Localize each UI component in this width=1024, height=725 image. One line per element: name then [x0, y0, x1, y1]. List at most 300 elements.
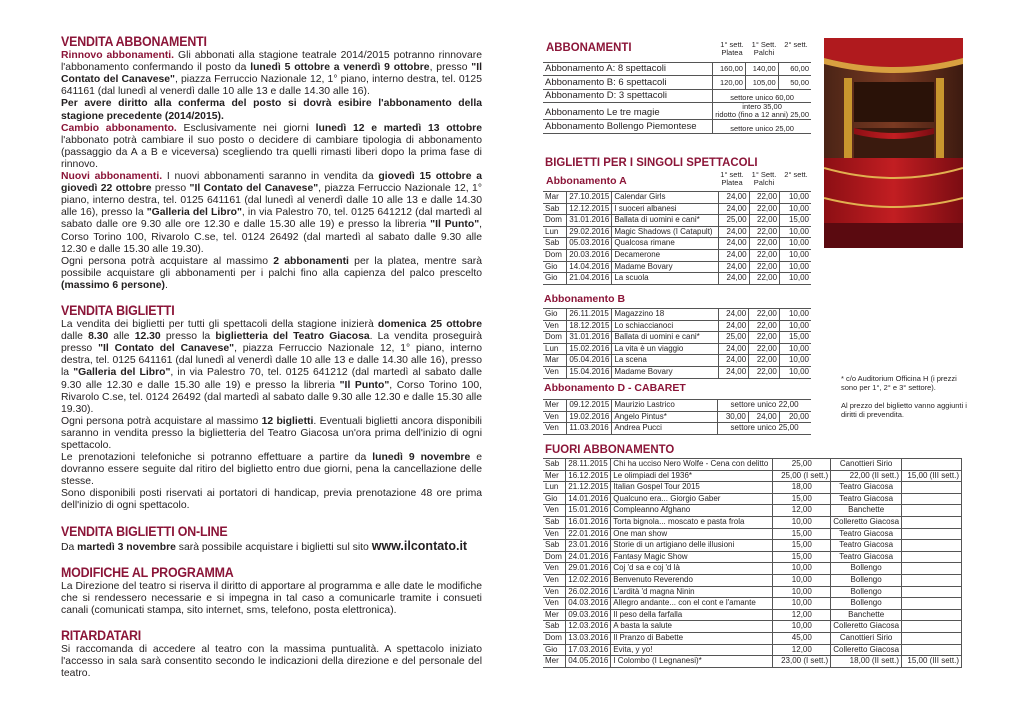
- abbonamento-price-single: [713, 120, 811, 133]
- price-secondo: 10,00: [780, 273, 811, 285]
- abbonamento-a-table: [543, 191, 811, 285]
- show-title: Benvenuto Reverendo: [611, 574, 773, 586]
- show-venue: Teatro Giacosa: [831, 482, 902, 494]
- abbonamento-row: [543, 120, 811, 133]
- show-title: Ballata di uomini e cani*: [612, 215, 719, 227]
- price-secondo: 20,00: [779, 411, 811, 423]
- price-palchi: 22,00: [749, 355, 780, 367]
- show-price: 12,00: [773, 505, 831, 517]
- fuori-row: [543, 644, 962, 656]
- show-title: Fantasy Magic Show: [611, 551, 773, 563]
- show-title: I suoceri albanesi: [612, 203, 719, 215]
- heading-vendita-biglietti: VENDITA BIGLIETTI: [61, 302, 175, 318]
- show-date: 04.05.2016: [566, 656, 611, 668]
- price-palchi: 22,00: [749, 192, 780, 204]
- price-secondo: 10,00: [780, 249, 811, 261]
- theatre-photo: [824, 38, 963, 248]
- fuori-row: [543, 493, 962, 505]
- show-day: Gio: [543, 309, 567, 321]
- show-price: 10,00: [773, 621, 831, 633]
- show-venue: Teatro Giacosa: [831, 551, 902, 563]
- show-row: [543, 238, 811, 250]
- price-single: settore unico 22,00: [718, 400, 811, 412]
- show-day: Sab: [543, 203, 567, 215]
- empty-cell: [902, 551, 962, 563]
- price-palchi: 24,00: [748, 411, 779, 423]
- heading-modifiche: MODIFICHE AL PROGRAMMA: [61, 564, 234, 580]
- left-column: [61, 36, 482, 681]
- show-title: Calendar Girls: [612, 192, 719, 204]
- show-date: 12.03.2016: [566, 621, 611, 633]
- empty-cell: [902, 574, 962, 586]
- show-date: 26.11.2015: [567, 309, 612, 321]
- price-secondo: 10,00: [780, 261, 811, 273]
- price-platea: 30,00: [718, 411, 749, 423]
- show-day: Dom: [543, 632, 566, 644]
- price-palchi: 22,00: [749, 226, 780, 238]
- show-title: Evita, y yo!: [611, 644, 773, 656]
- show-title: Il peso della farfalla: [611, 609, 773, 621]
- show-day: Ven: [543, 411, 567, 423]
- abbonamenti-col2-header: 1° Sett. Palchi: [751, 40, 777, 57]
- abbonamenti-col3-header: 2° sett.: [784, 40, 808, 49]
- nuovi-paragraph: Nuovi abbonamenti. I nuovi abbonamenti saranno in vendita da giovedì 15 ottobre a giovedì 22 ottobre presso "Il Contato del Canavese", piazza Ferruccio Nazionale 12, 1° piano, interno destra, tel. 0125 641161 (dal lunedì al venerdì dalle 10 alle 13 e dalle 14.30 alle 16), presso la "Galleria del Libro", in via Palestro 70, tel. 0125 641212 (dal martedì al sabato dalle ore 9.30 alle ore 12.30 e dalle 15.30 alle 19) e presso la libreria "Il Punto", Corso Torino 100, Rivarolo C.se, tel. 0124 26492 (dal martedì al sabato dalle 9.30 alle 12.30 e dalle 15.30 alle 19.30).: [61, 171, 483, 255]
- modifiche-paragraph: La Direzione del teatro si riserva il diritto di apportare al programma e alle date le modifiche che si rendessero necessarie e si impegna in tal caso a comunicarle tramite i consueti canali (comunicati stampa, sito internet, sms, telefono, posta elettronica).: [61, 580, 482, 617]
- abbonamento-name: Abbonamento A: 8 spettacoli: [543, 63, 713, 76]
- show-day: Ven: [543, 528, 566, 540]
- price-palchi: 140,00: [745, 63, 778, 76]
- price-terzo: 15,00 (III sett.): [902, 656, 962, 668]
- show-date: 31.01.2016: [567, 215, 612, 227]
- price-line: settore unico 60,00: [730, 93, 794, 103]
- theatre-image: [824, 38, 963, 248]
- show-day: Gio: [543, 493, 566, 505]
- show-venue: Teatro Giacosa: [831, 528, 902, 540]
- show-price: 12,00: [773, 644, 831, 656]
- show-title: La scena: [612, 355, 718, 367]
- fuori-row: [543, 470, 962, 482]
- price-secondo: 10,00: [780, 238, 811, 250]
- price-platea: 24,00: [719, 226, 750, 238]
- show-price: 15,00: [773, 551, 831, 563]
- show-day: Dom: [543, 215, 567, 227]
- show-date: 20.03.2016: [567, 249, 612, 261]
- show-day: Ven: [543, 505, 566, 517]
- show-title: Angelo Pintus*: [612, 411, 718, 423]
- price-palchi: 22,00: [749, 238, 780, 250]
- show-price: 10,00: [773, 574, 831, 586]
- price-primo: 25,00 (I sett.): [773, 470, 831, 482]
- cambio-paragraph: Cambio abbonamento. Esclusivamente nei giorni lunedì 12 e martedì 13 ottobre l'abbonato potrà cambiare il suo posto o decidere di cambiare tipologia di abbonamento (passaggio da A a B e viceversa) scegliendo tra quelli rimasti liberi dopo la prima fase di rinnovo.: [61, 122, 482, 170]
- price-platea: 24,00: [718, 366, 749, 378]
- show-date: 21.12.2015: [566, 482, 611, 494]
- show-price: 10,00: [773, 516, 831, 528]
- show-title: I Colombo (I Legnanesi)*: [611, 656, 773, 668]
- singoli-col3-header: 2° sett.: [784, 170, 808, 179]
- show-price: 15,00: [773, 493, 831, 505]
- show-venue: Bollengo: [831, 586, 902, 598]
- fuori-row: [543, 598, 962, 610]
- show-day: Sab: [543, 459, 566, 471]
- abbonamenti-col1-header: 1° sett. Platea: [720, 40, 744, 57]
- show-day: Lun: [543, 482, 566, 494]
- price-secondo: 10,00: [780, 226, 811, 238]
- price-secondo: 15,00: [779, 332, 811, 344]
- show-venue: Colleretto Giacosa: [831, 516, 902, 528]
- price-platea: 24,00: [719, 273, 750, 285]
- show-title: Ballata di uomini e cani*: [612, 332, 718, 344]
- empty-cell: [902, 586, 962, 598]
- show-date: 15.01.2016: [566, 505, 611, 517]
- empty-cell: [902, 644, 962, 656]
- show-row: [543, 273, 811, 285]
- show-venue: Bollengo: [831, 598, 902, 610]
- abbonamento-row: [543, 76, 811, 89]
- price-line: ridotto (fino a 12 anni) 25,00: [715, 110, 809, 120]
- show-date: 05.03.2016: [567, 238, 612, 250]
- show-venue: Canottieri Sirio: [831, 632, 902, 644]
- show-day: Sab: [543, 540, 566, 552]
- show-title: Decamerone: [612, 249, 719, 261]
- show-day: Ven: [543, 598, 566, 610]
- handicap-paragraph: Sono disponibili posti riservati ai portatori di handicap, previa prenotazione 48 ore prima dell'inizio di ogni spettacolo.: [61, 488, 482, 512]
- show-title: Italian Gospel Tour 2015: [611, 482, 773, 494]
- price-platea: 24,00: [719, 192, 750, 204]
- price-palchi: 22,00: [749, 343, 780, 355]
- abbonamento-d-table: [543, 399, 811, 435]
- price-palchi: 22,00: [749, 203, 780, 215]
- fuori-row: [543, 609, 962, 621]
- show-row: [543, 400, 811, 412]
- show-day: Mer: [543, 609, 566, 621]
- abbonamento-a-title: Abbonamento A: [546, 175, 627, 187]
- show-row: [543, 320, 811, 332]
- price-platea: 24,00: [718, 320, 749, 332]
- price-palchi: 22,00: [749, 309, 780, 321]
- show-day: Sab: [543, 516, 566, 528]
- show-date: 19.02.2016: [567, 411, 612, 423]
- price-palchi: 22,00: [749, 332, 780, 344]
- price-palchi: 22,00: [749, 366, 780, 378]
- fuori-table: [543, 458, 962, 668]
- price-terzo: 15,00 (III sett.): [902, 470, 962, 482]
- show-title: La vita è un viaggio: [612, 343, 718, 355]
- online-paragraph: Da martedì 3 novembre sarà possibile acquistare i biglietti sul sito www.ilcontato.it: [61, 538, 468, 553]
- price-platea: 24,00: [718, 309, 749, 321]
- show-day: Gio: [543, 261, 567, 273]
- show-date: 15.04.2016: [567, 366, 612, 378]
- price-palchi: 22,00: [749, 273, 780, 285]
- show-title: Madame Bovary: [612, 261, 719, 273]
- show-day: Ven: [543, 574, 566, 586]
- show-row: [543, 203, 811, 215]
- singoli-col2-header: 1° Sett. Palchi: [751, 170, 777, 187]
- empty-cell: [902, 598, 962, 610]
- show-title: Magic Shadows (I Catapult): [612, 226, 719, 238]
- show-date: 26.02.2016: [566, 586, 611, 598]
- show-row: [543, 355, 811, 367]
- show-row: [543, 261, 811, 273]
- show-day: Sab: [543, 238, 567, 250]
- abbonamento-b-table: [543, 308, 811, 379]
- show-venue: Banchette: [831, 505, 902, 517]
- show-date: 04.03.2016: [566, 598, 611, 610]
- show-date: 18.12.2015: [567, 320, 612, 332]
- abbonamento-row: [543, 103, 811, 120]
- ritardatari-paragraph: Si raccomanda di accedere al teatro con la massima puntualità. A spettacolo iniziato l'accesso in sala sarà consentito secondo le indicazioni della direzione e del personale del teatro.: [61, 644, 482, 680]
- show-date: 05.04.2016: [567, 355, 612, 367]
- heading-online: VENDITA BIGLIETTI ON-LINE: [61, 523, 228, 539]
- price-platea: 160,00: [713, 63, 746, 76]
- price-platea: 120,00: [713, 76, 746, 89]
- show-date: 12.02.2016: [566, 574, 611, 586]
- show-date: 28.11.2015: [566, 459, 611, 471]
- fuori-row: [543, 656, 962, 668]
- show-date: 29.01.2016: [566, 563, 611, 575]
- singoli-title: BIGLIETTI PER I SINGOLI SPETTACOLI: [545, 155, 758, 169]
- show-date: 15.02.2016: [567, 343, 612, 355]
- abbonamento-name: Abbonamento D: 3 spettacoli: [543, 89, 713, 102]
- abbonamento-d-title: Abbonamento D - CABARET: [544, 382, 686, 394]
- fuori-row: [543, 459, 962, 471]
- empty-cell: [902, 493, 962, 505]
- show-price: 15,00: [773, 540, 831, 552]
- show-day: Mer: [543, 470, 566, 482]
- price-platea: 24,00: [718, 343, 749, 355]
- fuori-row: [543, 516, 962, 528]
- show-row: [543, 249, 811, 261]
- empty-cell: [902, 609, 962, 621]
- show-venue: Teatro Giacosa: [831, 493, 902, 505]
- show-price: 15,00: [773, 528, 831, 540]
- show-title: La scuola: [612, 273, 719, 285]
- show-title: Madame Bovary: [612, 366, 718, 378]
- abbonamento-price-single: [713, 89, 811, 102]
- show-date: 16.12.2015: [566, 470, 611, 482]
- heading-vendita-abbonamenti: VENDITA ABBONAMENTI: [61, 34, 207, 49]
- note-auditorium: * c/o Auditorium Officina H (i prezzi sono per 1°, 2° e 3° settore).: [841, 374, 957, 393]
- fuori-row: [543, 482, 962, 494]
- show-venue: Bollengo: [831, 563, 902, 575]
- show-date: 24.01.2016: [566, 551, 611, 563]
- price-palchi: 22,00: [749, 249, 780, 261]
- abbonamento-row: [543, 63, 811, 76]
- show-day: Dom: [543, 551, 566, 563]
- abbonamento-name: Abbonamento Le tre magie: [543, 103, 713, 120]
- show-day: Mer: [543, 400, 567, 412]
- show-date: 23.01.2016: [566, 540, 611, 552]
- price-secondo: 10,00: [779, 309, 811, 321]
- fuori-row: [543, 505, 962, 517]
- show-day: Mer: [543, 656, 566, 668]
- fuori-row: [543, 586, 962, 598]
- price-palchi: 22,00: [749, 215, 780, 227]
- show-venue: Teatro Giacosa: [831, 540, 902, 552]
- price-platea: 25,00: [719, 215, 750, 227]
- massimo-paragraph: Ogni persona potrà acquistare al massimo 2 abbonamenti per la platea, mentre sarà possibile acquistare gli abbonamenti per i palchi fino alla capienza del palco prescelto (massimo 6 persone).: [61, 255, 482, 291]
- show-date: 09.03.2016: [566, 609, 611, 621]
- prenotazioni-paragraph: Le prenotazioni telefoniche si potranno effettuare a partire da lunedì 9 novembre e dovranno essere seguite dal ritiro del biglietto entro due giorni, pena la cancellazione delle stesse.: [61, 452, 483, 488]
- show-day: Sab: [543, 621, 566, 633]
- abbonamenti-table: [543, 62, 811, 134]
- price-palchi: 22,00: [749, 261, 780, 273]
- show-date: 21.04.2016: [567, 273, 612, 285]
- fuori-row: [543, 563, 962, 575]
- show-day: Ven: [543, 320, 567, 332]
- price-line: intero 35,00: [742, 102, 782, 112]
- show-date: 14.01.2016: [566, 493, 611, 505]
- show-title: Maurizio Lastrico: [612, 400, 718, 412]
- fuori-row: [543, 551, 962, 563]
- show-date: 31.01.2016: [567, 332, 612, 344]
- show-title: Allegro andante... con el cont e l'amante: [611, 598, 773, 610]
- show-row: [543, 366, 811, 378]
- show-title: A basta la salute: [611, 621, 773, 633]
- show-row: [543, 226, 811, 238]
- empty-cell: [902, 632, 962, 644]
- fuori-row: [543, 528, 962, 540]
- price-platea: 25,00: [718, 332, 749, 344]
- price-platea: 24,00: [719, 261, 750, 273]
- empty-cell: [902, 505, 962, 517]
- price-secondo: 18,00 (II sett.): [831, 656, 902, 668]
- biglietti-paragraph: La vendita dei biglietti per tutti gli spettacoli della stagione inizierà domenica 25 ottobre dalle 8.30 alle 12.30 presso la biglietteria del Teatro Giacosa. La vendita proseguirà presso "Il Contato del Canavese", piazza Ferruccio Nazionale 12, 1° piano, interno destra, tel. 0125 641161 (dal lunedì al venerdì dalle 10 alle 13 e dalle 14.30 alle 16), presso la "Galleria del Libro", in via Palestro 70, tel. 0125 641212 (dal martedì al sabato dalle 9.30 alle 12.30 e dalle 15.30 alle 19) e presso la libreria "Il Punto", Corso Torino 100, Rivarolo C.se, tel. 0124 26492 (dal martedì al sabato dalle 9.30 alle 12.30 e dalle 15.30 alle 19.30).: [61, 319, 482, 415]
- show-date: 13.03.2016: [566, 632, 611, 644]
- show-price: 10,00: [773, 586, 831, 598]
- abbonamento-name: Abbonamento Bollengo Piemontese: [543, 120, 713, 133]
- site-link[interactable]: www.ilcontato.it: [371, 538, 468, 553]
- show-day: Lun: [543, 343, 567, 355]
- price-line: settore unico 25,00: [730, 123, 794, 133]
- show-title: Compleanno Afghano: [611, 505, 773, 517]
- show-row: [543, 411, 811, 423]
- show-title: Qualcosa rimane: [612, 238, 719, 250]
- heading-ritardatari: RITARDATARI: [61, 628, 142, 644]
- show-date: 22.01.2016: [566, 528, 611, 540]
- price-palchi: 22,00: [749, 320, 780, 332]
- show-day: Gio: [543, 644, 566, 656]
- empty-cell: [902, 516, 962, 528]
- show-price: 45,00: [773, 632, 831, 644]
- show-title: Il Pranzo di Babette: [611, 632, 773, 644]
- rinnovo-paragraph: Rinnovo abbonamenti. Gli abbonati alla stagione teatrale 2014/2015 potranno rinnovare l'abbonamento confermando il posto da lunedì 5 ottobre a venerdì 9 ottobre, presso "Il Contato del Canavese", piazza Ferruccio Nazionale 12, 1° piano, interno destra, tel. 0125 641161 (dal lunedì al venerdì dalle 10 alle 13 e dalle 14.30 alle 16).: [61, 50, 482, 98]
- show-day: Lun: [543, 226, 567, 238]
- abbonamenti-title: ABBONAMENTI: [546, 40, 632, 54]
- biglietti-max-paragraph: Ogni persona potrà acquistare al massimo 12 biglietti. Eventuali biglietti ancora disponibili saranno in vendita presso la biglietteria del Teatro Giacosa un'ora prima dell'inizio di ogni spettacolo.: [61, 415, 482, 451]
- show-day: Dom: [543, 332, 567, 344]
- price-secondo: 60,00: [778, 63, 811, 76]
- show-date: 09.12.2015: [567, 400, 612, 412]
- fuori-row: [543, 632, 962, 644]
- show-day: Ven: [543, 586, 566, 598]
- price-secondo: 10,00: [779, 320, 811, 332]
- price-secondo: 10,00: [779, 343, 811, 355]
- price-platea: 24,00: [719, 238, 750, 250]
- show-row: [543, 343, 811, 355]
- empty-cell: [902, 528, 962, 540]
- fuori-title: FUORI ABBONAMENTO: [545, 442, 675, 456]
- abbonamento-b-title: Abbonamento B: [544, 293, 626, 305]
- show-row: [543, 215, 811, 227]
- price-secondo: 22,00 (II sett.): [831, 470, 902, 482]
- show-title: L'ardità 'd magna Ninin: [611, 586, 773, 598]
- show-title: Lo schiaccianoci: [612, 320, 718, 332]
- show-venue: Colleretto Giacosa: [831, 644, 902, 656]
- show-title: Coj 'd sa e coj 'd là: [611, 563, 773, 575]
- fuori-row: [543, 621, 962, 633]
- show-title: One man show: [611, 528, 773, 540]
- price-secondo: 10,00: [780, 192, 811, 204]
- show-day: Gio: [543, 273, 567, 285]
- show-title: Le olimpiadi del 1936*: [611, 470, 773, 482]
- show-date: 12.12.2015: [567, 203, 612, 215]
- show-venue: Banchette: [831, 609, 902, 621]
- show-price: 25,00: [773, 459, 831, 471]
- abbonamento-row: [543, 89, 811, 102]
- show-day: Ven: [543, 423, 567, 435]
- show-venue: Bollengo: [831, 574, 902, 586]
- price-secondo: 50,00: [778, 76, 811, 89]
- show-day: Dom: [543, 249, 567, 261]
- show-row: [543, 423, 811, 435]
- fuori-row: [543, 540, 962, 552]
- price-platea: 24,00: [719, 203, 750, 215]
- show-title: Torta bignola... moscato e pasta frola: [611, 516, 773, 528]
- show-date: 27.10.2015: [567, 192, 612, 204]
- price-single: settore unico 25,00: [718, 423, 811, 435]
- empty-cell: [902, 540, 962, 552]
- show-day: Ven: [543, 563, 566, 575]
- show-price: 18,00: [773, 482, 831, 494]
- fuori-row: [543, 574, 962, 586]
- show-price: 10,00: [773, 598, 831, 610]
- show-day: Ven: [543, 366, 567, 378]
- show-row: [543, 332, 811, 344]
- price-secondo: 10,00: [780, 203, 811, 215]
- note-prevendita: Al prezzo del biglietto vanno aggiunti i diritti di prevendita.: [841, 401, 967, 420]
- price-platea: 24,00: [719, 249, 750, 261]
- price-platea: 24,00: [718, 355, 749, 367]
- price-secondo: 15,00: [780, 215, 811, 227]
- price-secondo: 10,00: [779, 366, 811, 378]
- show-title: Magazzino 18: [612, 309, 718, 321]
- show-date: 29.02.2016: [567, 226, 612, 238]
- empty-cell: [902, 563, 962, 575]
- show-price: 10,00: [773, 563, 831, 575]
- empty-cell: [902, 621, 962, 633]
- show-day: Mar: [543, 192, 567, 204]
- singoli-col1-header: 1° sett. Platea: [720, 170, 744, 187]
- show-date: 17.03.2016: [566, 644, 611, 656]
- show-venue: Canottieri Sirio: [831, 459, 902, 471]
- price-palchi: 105,00: [745, 76, 778, 89]
- price-secondo: 10,00: [779, 355, 811, 367]
- show-date: 16.01.2016: [566, 516, 611, 528]
- empty-cell: [902, 459, 962, 471]
- abbonamento-price-single: [713, 103, 811, 120]
- show-date: 11.03.2016: [567, 423, 612, 435]
- abbonamento-name: Abbonamento B: 6 spettacoli: [543, 76, 713, 89]
- empty-cell: [902, 482, 962, 494]
- conferma-paragraph: Per avere diritto alla conferma del posto si dovrà esibire l'abbonamento della stagione precedente (2014/2015).: [61, 98, 482, 122]
- show-title: Chi ha ucciso Nero Wolfe - Cena con delitto: [611, 459, 773, 471]
- show-row: [543, 192, 811, 204]
- price-primo: 23,00 (I sett.): [773, 656, 831, 668]
- show-venue: Colleretto Giacosa: [831, 621, 902, 633]
- show-day: Mar: [543, 355, 567, 367]
- show-date: 14.04.2016: [567, 261, 612, 273]
- show-price: 12,00: [773, 609, 831, 621]
